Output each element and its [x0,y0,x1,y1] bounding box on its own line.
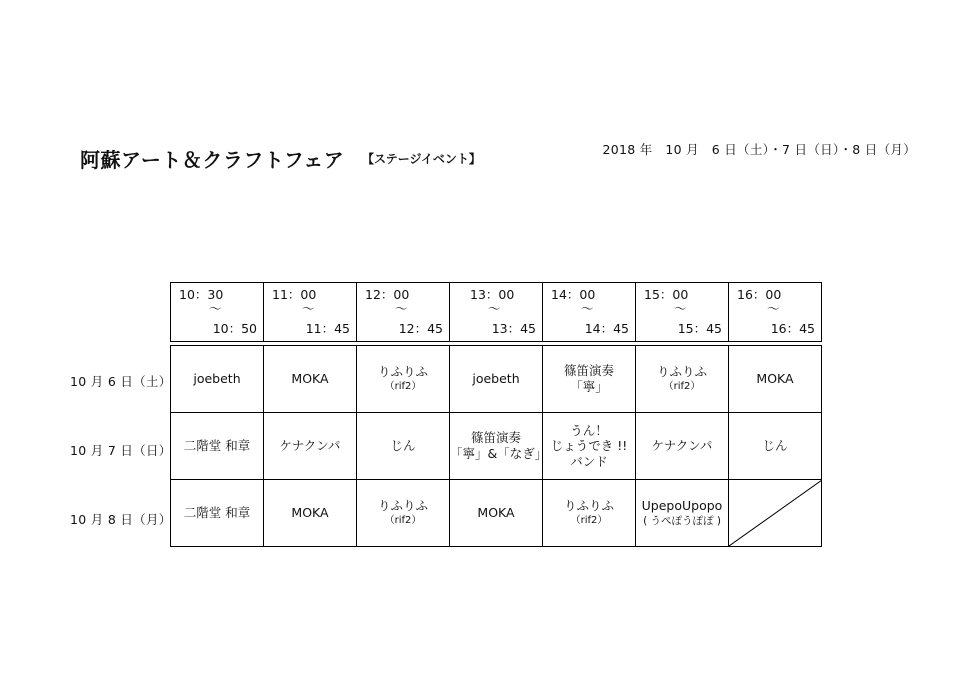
performer-name: MOKA [756,371,794,387]
performer-name-line2: じょうでき !! [550,438,628,454]
performer-note: （rif2） [663,381,701,393]
time-end: 14：45 [584,321,629,336]
time-start: 10：30 [179,287,224,302]
time-start: 12：00 [365,287,410,302]
schedule-cell [636,413,729,480]
time-slot-2 [264,283,357,342]
schedule-cell [636,346,729,413]
day-label-1: 10 月 6 日（土） [70,374,172,389]
performer-name: じん [762,438,788,454]
performer-name: ケナクンパ [651,438,713,454]
performer-name: 二階堂 和章 [183,438,251,454]
schedule-cell [357,480,450,547]
schedule-cell [729,413,822,480]
performer-name: 篠笛演奏 [470,430,521,446]
performer-note: ( うぺぽうぽぽ ) [643,514,721,527]
time-end: 16：45 [770,321,815,336]
schedule-cell [264,413,357,480]
performer-name: りふりふ [377,498,428,514]
time-tilde: ～ [395,301,408,316]
time-end: 10：50 [212,321,257,336]
time-end: 13：45 [491,321,536,336]
day-label-2: 10 月 7 日（日） [70,443,172,458]
schedule-cell [543,346,636,413]
time-header-row [171,283,822,342]
schedule-cell [264,480,357,547]
event-dates: 2018 年 10 月 6 日（土）・7 日（日）・8 日（月） [602,142,916,157]
schedule-row-day1 [171,346,822,413]
performer-name: UpepoUpopo [641,498,723,514]
performer-name: りふりふ [377,364,428,380]
performer-name: りふりふ [656,364,707,380]
time-end: 15：45 [677,321,722,336]
performer-name: ケナクンパ [279,438,341,454]
performer-name: MOKA [477,505,515,521]
performer-name-line3: バンド [570,453,608,469]
time-tilde: ～ [488,301,501,316]
performer-name-line2: 「寧」 [570,379,608,394]
time-start: 16：00 [737,287,782,302]
time-slot-6 [636,283,729,342]
schedule-row-day2 [171,413,822,480]
schedule-cell [264,346,357,413]
performer-name: 篠笛演奏 [563,363,614,379]
schedule-cell [171,346,264,413]
time-end: 12：45 [398,321,443,336]
performer-name: うん！ [570,422,608,438]
schedule-cell [450,413,548,480]
performer-name: MOKA [291,505,329,521]
time-slot-4 [450,283,543,342]
time-tilde: ～ [581,301,594,316]
schedule-cell [357,413,450,480]
schedule-cell [729,346,822,413]
performer-note: （rif2） [384,515,422,527]
event-title: 阿蘇アート＆クラフトフェア [80,148,345,172]
performer-name-line2: 「寧」&「なぎ」 [450,446,548,461]
schedule-table [170,282,822,547]
schedule-cell [543,413,636,480]
event-subtitle: 【ステージイベント】 [362,152,481,166]
performer-name: joebeth [472,371,520,387]
time-slot-1 [171,283,264,342]
diagonal-strike-icon [729,480,822,546]
day-label-3: 10 月 8 日（月） [70,512,172,527]
time-start: 15：00 [644,287,689,302]
time-start: 14：00 [551,287,596,302]
performer-name: 二階堂 和章 [183,505,251,521]
time-slot-3 [357,283,450,342]
schedule-cell [171,413,264,480]
performer-name: MOKA [291,371,329,387]
performer-name: りふりふ [563,498,614,514]
time-tilde: ～ [209,301,222,316]
schedule-cell [450,346,543,413]
time-tilde: ～ [302,301,315,316]
time-tilde: ～ [674,301,687,316]
time-start: 11：00 [272,287,317,302]
schedule-cell [171,480,264,547]
time-end: 11：45 [305,321,350,336]
performer-note: （rif2） [384,381,422,393]
schedule-cell [636,480,729,547]
schedule-cell [543,480,636,547]
time-slot-5 [543,283,636,342]
schedule-row-day3 [171,480,822,547]
schedule-cell [450,480,543,547]
time-slot-7 [729,283,822,342]
performer-name: じん [390,438,416,454]
time-start: 13：00 [470,287,515,302]
empty-slot [729,480,822,547]
schedule-cell [357,346,450,413]
time-tilde: ～ [767,301,780,316]
performer-note: （rif2） [570,515,608,527]
performer-name: joebeth [193,371,241,387]
